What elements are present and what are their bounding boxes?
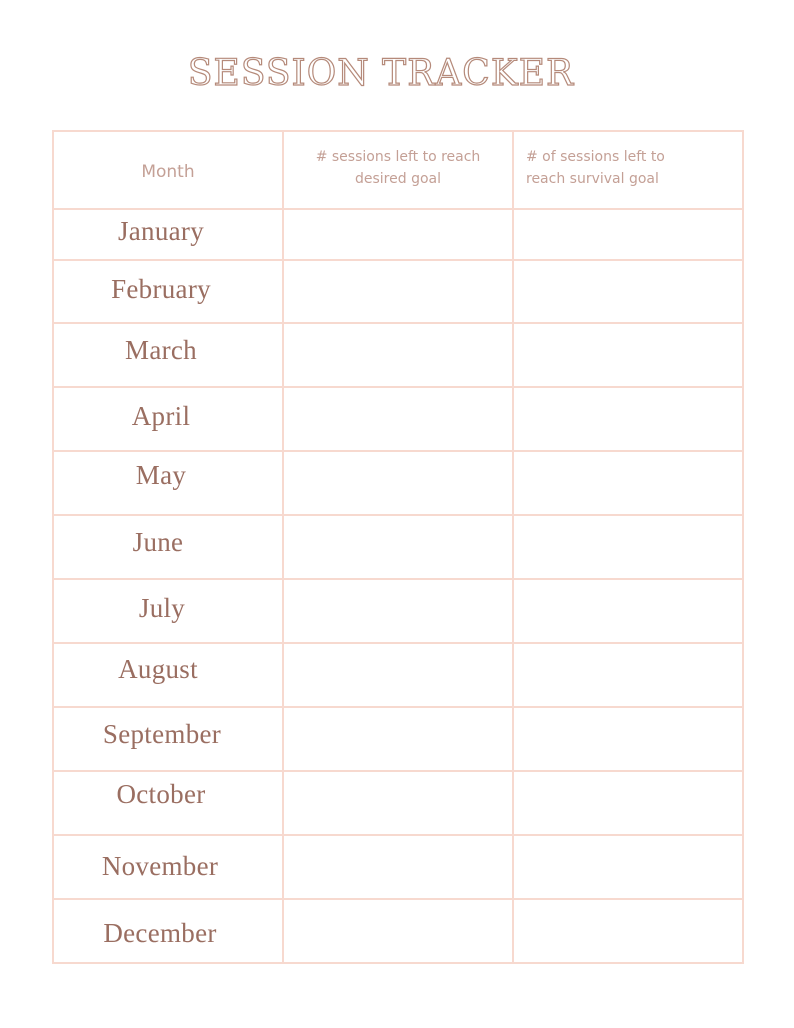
desired-goal-column-header xyxy=(283,131,513,209)
survival-goal-cell[interactable] xyxy=(513,579,743,643)
session-tracker-table xyxy=(52,130,744,964)
month-cell xyxy=(53,707,283,771)
month-label-october: October xyxy=(116,778,206,809)
table-row xyxy=(53,899,743,963)
month-label-june: June xyxy=(132,526,184,557)
month-cell xyxy=(53,451,283,515)
table-row xyxy=(53,515,743,579)
desired-goal-cell[interactable] xyxy=(283,387,513,451)
desired-goal-cell[interactable] xyxy=(283,451,513,515)
desired-goal-cell[interactable] xyxy=(283,643,513,707)
survival-goal-cell[interactable] xyxy=(513,323,743,387)
month-cell xyxy=(53,260,283,323)
survival-goal-cell[interactable] xyxy=(513,643,743,707)
month-cell xyxy=(53,323,283,387)
month-label-december: December xyxy=(103,917,217,948)
survival-goal-cell[interactable] xyxy=(513,899,743,963)
desired-goal-cell[interactable] xyxy=(283,771,513,835)
table-row xyxy=(53,707,743,771)
table-row xyxy=(53,643,743,707)
month-column-header: Month xyxy=(53,131,283,209)
desired-goal-cell[interactable] xyxy=(283,323,513,387)
month-cell xyxy=(53,771,283,835)
month-label-may: May xyxy=(135,459,187,490)
desired-goal-cell[interactable] xyxy=(283,515,513,579)
table-row xyxy=(53,579,743,643)
month-cell xyxy=(53,643,283,707)
desired-goal-header-text: # sessions left to reach desired goal xyxy=(315,149,481,187)
header-row xyxy=(53,131,743,209)
table-row xyxy=(53,260,743,323)
desired-goal-cell[interactable] xyxy=(283,579,513,643)
survival-goal-cell[interactable] xyxy=(513,260,743,323)
table-row xyxy=(53,835,743,899)
month-cell xyxy=(53,579,283,643)
table-row xyxy=(53,387,743,451)
desired-goal-cell[interactable] xyxy=(283,209,513,260)
month-label-april: April xyxy=(131,400,191,431)
month-label-august: August xyxy=(118,653,198,684)
survival-goal-column-header xyxy=(513,131,743,209)
survival-goal-cell[interactable] xyxy=(513,835,743,899)
month-label-november: November xyxy=(101,850,219,881)
desired-goal-cell[interactable] xyxy=(283,707,513,771)
survival-goal-cell[interactable] xyxy=(513,771,743,835)
desired-goal-cell[interactable] xyxy=(283,899,513,963)
survival-goal-cell[interactable] xyxy=(513,707,743,771)
month-label-july: July xyxy=(138,592,186,623)
month-label-january: January xyxy=(117,216,205,246)
month-cell xyxy=(53,209,283,260)
month-label-february: February xyxy=(111,274,211,304)
month-cell xyxy=(53,387,283,451)
month-label-september: September xyxy=(102,718,222,749)
survival-goal-cell[interactable] xyxy=(513,515,743,579)
desired-goal-cell[interactable] xyxy=(283,835,513,899)
month-cell xyxy=(53,899,283,963)
month-cell xyxy=(53,515,283,579)
survival-goal-cell[interactable] xyxy=(513,451,743,515)
survival-goal-cell[interactable] xyxy=(513,387,743,451)
table-row xyxy=(53,771,743,835)
month-cell xyxy=(53,835,283,899)
page-title: SESSION TRACKER xyxy=(187,53,575,94)
month-label-march: March xyxy=(125,334,197,365)
table-row xyxy=(53,323,743,387)
table-row xyxy=(53,209,743,260)
survival-goal-header-text: # of sessions left to reach survival goal xyxy=(526,149,665,187)
table-row xyxy=(53,451,743,515)
desired-goal-cell[interactable] xyxy=(283,260,513,323)
survival-goal-cell[interactable] xyxy=(513,209,743,260)
